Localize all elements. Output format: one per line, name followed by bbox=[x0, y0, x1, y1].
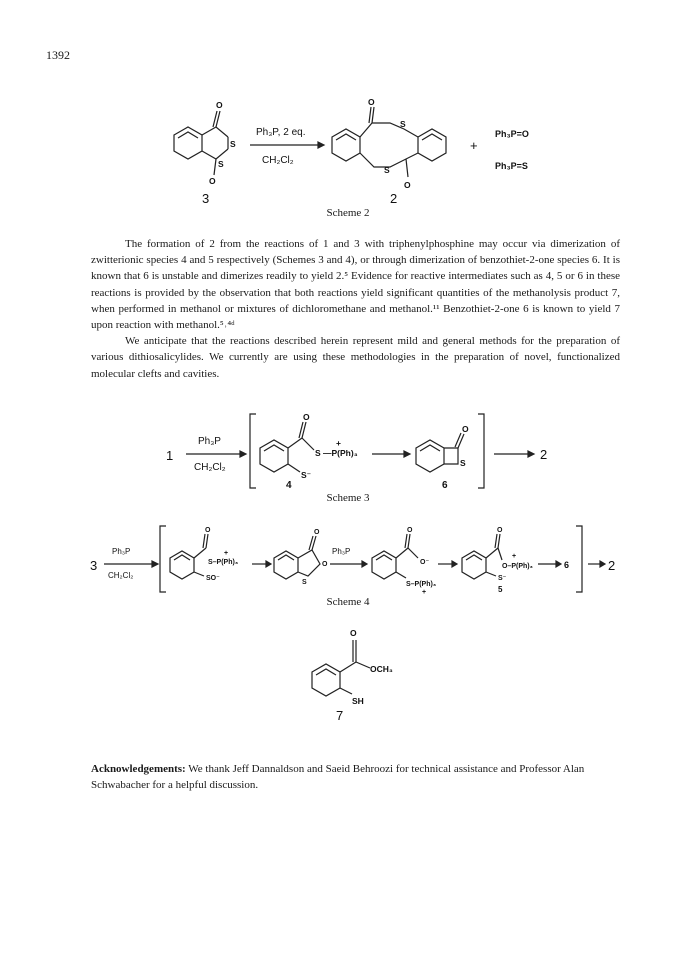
scheme-3-caption: Scheme 3 bbox=[326, 492, 370, 504]
plus-sign: + bbox=[470, 138, 478, 153]
svg-text:O: O bbox=[303, 412, 310, 422]
svg-text:O: O bbox=[209, 176, 216, 186]
svg-text:S: S bbox=[315, 448, 321, 458]
carbonyl-oxygen: O bbox=[350, 628, 357, 638]
svg-text:S: S bbox=[460, 458, 466, 468]
svg-text:S⁻: S⁻ bbox=[498, 575, 507, 582]
scheme3-start-label: 1 bbox=[166, 448, 174, 463]
compound-3-label: 3 bbox=[202, 191, 210, 206]
scheme4-reagent-top: Ph₃P bbox=[112, 547, 131, 556]
svg-text:O: O bbox=[407, 527, 413, 534]
compound-7-figure bbox=[300, 622, 420, 722]
scheme-2-figure bbox=[150, 95, 570, 215]
scheme4-product-label: 2 bbox=[608, 558, 616, 573]
scheme-4-caption: Scheme 4 bbox=[326, 596, 370, 608]
compound-2-structure bbox=[332, 97, 446, 190]
scheme-2-caption: Scheme 2 bbox=[326, 207, 370, 219]
acknowledgements-text: We thank Jeff Dannaldson and Saeid Behroozi for technical assistance and Professor Alan Schwabacher for a helpful discussion. bbox=[91, 763, 585, 792]
scheme-4-figure bbox=[90, 520, 620, 600]
svg-text:S⁻: S⁻ bbox=[301, 470, 312, 480]
byproduct-phosphine-oxide: Ph₃P=O bbox=[495, 129, 529, 139]
svg-text:S: S bbox=[384, 165, 390, 175]
scheme4-start-label: 3 bbox=[90, 558, 98, 573]
acknowledgements bbox=[91, 761, 620, 793]
scheme2-reagent-bottom: CH₂Cl₂ bbox=[262, 155, 294, 166]
zwitterion-5-structure bbox=[462, 527, 533, 582]
zwitterion-b-structure bbox=[372, 527, 436, 596]
svg-text:O: O bbox=[462, 424, 469, 434]
svg-text:O: O bbox=[205, 527, 211, 534]
scheme2-reagent-top: Ph₃P, 2 eq. bbox=[256, 127, 306, 138]
svg-text:S: S bbox=[302, 579, 307, 586]
zwitterion-4-structure bbox=[260, 412, 358, 480]
intermediate-6-label: 6 bbox=[442, 480, 448, 491]
svg-text:O: O bbox=[322, 561, 328, 568]
body-text bbox=[91, 236, 620, 382]
svg-text:O: O bbox=[404, 180, 411, 190]
paragraph-1: The formation of 2 from the reactions of 1 and 3 with triphenylphosphine may occur via dimerization of zwitterionic species 4 and 5 respectively (Schemes 3 and 4), or through dimerization of benzothiet-2-one species 6. It is known that 6 is unstable and dimerizes readily to yield 2.⁵ Evidence for reactive intermediates such as 4, 5 or 6 in these reactions is provided by the observation that both reactions yield significant quantities of the methanolysis product 7, when performed in methanol or mixtures of dichloromethane and methanol.¹¹ Benzothiet-2-one 6 is known to yield 7 upon reaction with methanol.⁵˒⁴ᵈ bbox=[91, 238, 620, 332]
compound-7-label: 7 bbox=[336, 708, 344, 722]
oxathiolone-structure bbox=[274, 529, 328, 586]
svg-text:O–P(Ph)₃: O–P(Ph)₃ bbox=[502, 563, 533, 570]
svg-text:O: O bbox=[314, 529, 320, 536]
svg-text:S–P(Ph)₃: S–P(Ph)₃ bbox=[208, 559, 239, 566]
acknowledgements-heading: Acknowledgements: bbox=[91, 763, 186, 775]
svg-text:S: S bbox=[218, 159, 224, 169]
scheme4-reagent-mid: Ph₃P bbox=[332, 547, 351, 556]
zwitterion-a-structure bbox=[170, 527, 238, 582]
svg-text:+: + bbox=[512, 553, 517, 560]
scheme4-reagent-bottom: CH₂Cl₂ bbox=[108, 571, 134, 580]
svg-text:O: O bbox=[368, 97, 375, 107]
svg-text:S: S bbox=[230, 139, 236, 149]
scheme3-reagent-bottom: CH₂Cl₂ bbox=[194, 462, 226, 473]
byproduct-phosphine-sulfide: Ph₃P=S bbox=[495, 161, 528, 171]
scheme4-intermediate-6-label: 6 bbox=[564, 560, 570, 570]
svg-text:+: + bbox=[336, 438, 341, 448]
svg-text:SO⁻: SO⁻ bbox=[206, 575, 220, 582]
intermediate-5-label: 5 bbox=[498, 585, 503, 594]
svg-text:O⁻: O⁻ bbox=[420, 559, 430, 566]
paragraph-2: We anticipate that the reactions described herein represent mild and general methods for the preparation of various dithiosalicylides. We currently are using these methodologies in the preparation of novel, functionalized molecular clefts and cavities. bbox=[91, 335, 620, 380]
compound-2-label: 2 bbox=[390, 191, 398, 206]
svg-text:+: + bbox=[224, 550, 229, 557]
svg-text:O: O bbox=[216, 100, 223, 110]
intermediate-4-label: 4 bbox=[286, 480, 292, 491]
scheme3-reagent-top: Ph₃P bbox=[198, 436, 221, 447]
svg-text:S–P(Ph)₃: S–P(Ph)₃ bbox=[406, 581, 437, 588]
svg-text:S: S bbox=[400, 119, 406, 129]
scheme-3-figure bbox=[160, 408, 560, 500]
page-number: 1392 bbox=[46, 48, 70, 62]
scheme3-product-label: 2 bbox=[540, 447, 548, 462]
svg-text:O: O bbox=[497, 527, 503, 534]
benzothietone-6-structure bbox=[416, 424, 469, 472]
svg-text:—P(Ph)₃: —P(Ph)₃ bbox=[323, 448, 358, 458]
thiol-group: SH bbox=[352, 696, 364, 706]
svg-text:+: + bbox=[422, 589, 427, 596]
compound-3-structure bbox=[174, 100, 236, 186]
methoxy-group: OCH₃ bbox=[370, 664, 393, 674]
